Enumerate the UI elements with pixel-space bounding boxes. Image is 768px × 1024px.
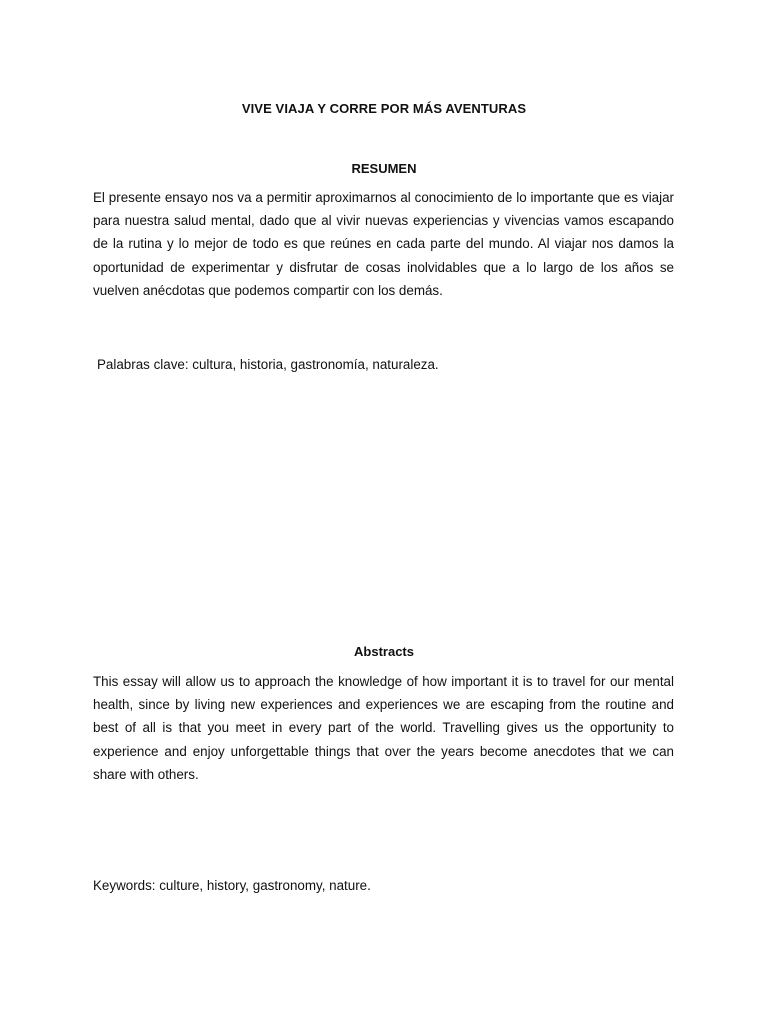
keywords: Keywords: culture, history, gastronomy, nature.	[93, 878, 371, 893]
abstract-paragraph: This essay will allow us to approach the knowledge of how important it is to travel for our mental health, since by living new experiences and experiences we are escaping from the routine and best of all is that you meet in every part of the world. Travelling gives us the opportunity to experience and enjoy unforgettable things that over the years become anecdotes that we can share with others.	[93, 674, 674, 782]
resumen-paragraph: El presente ensayo nos va a permitir aproximarnos al conocimiento de lo importante que es viajar para nuestra salud mental, dado que al vivir nuevas experiencias y vivencias vamos escapando de la rutina y lo mejor de todo es que reúnes en cada parte del mundo. Al viajar nos damos la oportunidad de experimentar y disfrutar de cosas inolvidables que a lo largo de los años se vuelven anécdotas que podemos compartir con los demás.	[93, 190, 674, 298]
palabras-clave: Palabras clave: cultura, historia, gastronomía, naturaleza.	[97, 357, 439, 372]
resumen-heading: RESUMEN	[351, 161, 417, 176]
document-title: VIVE VIAJA Y CORRE POR MÁS AVENTURAS	[241, 101, 527, 116]
abstracts-heading: Abstracts	[354, 644, 414, 659]
